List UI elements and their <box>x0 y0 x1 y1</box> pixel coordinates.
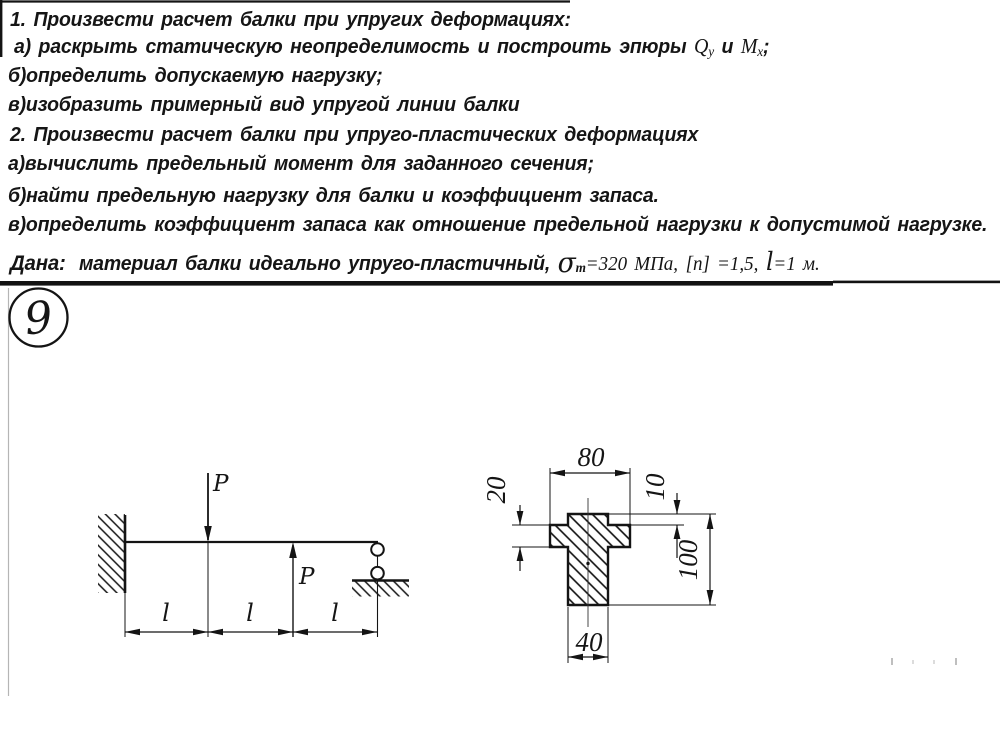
length-symbol: l <box>765 247 774 276</box>
dim-arrow <box>208 629 223 636</box>
task-line-6: а)вычислить предельный момент для заданного сечения; <box>8 152 594 175</box>
problem-number: 9 <box>21 291 56 346</box>
task-line-2-end: ; <box>763 35 770 58</box>
shear-force-symbol: Qy <box>694 34 714 60</box>
span-label-2: l <box>246 599 254 627</box>
cross-section-diagram <box>481 442 716 663</box>
dim-arrow <box>278 629 293 636</box>
task-line-2-and: и <box>721 35 734 58</box>
dim-10-label: 10 <box>640 473 670 501</box>
safety-factor-value: [n] =1,5, <box>685 253 759 275</box>
roller-hinge-upper <box>371 543 384 556</box>
divider-line-thick <box>0 281 833 286</box>
task-line-4: в)изобразить примерный вид упругой линии балки <box>8 93 520 116</box>
load-label-top: P <box>213 471 229 497</box>
yield-stress-symbol: σ <box>557 246 576 279</box>
dim-arrow <box>125 629 140 636</box>
dim-arrow <box>517 511 524 525</box>
dim-80-label: 80 <box>577 442 605 472</box>
centroid-dot <box>586 562 589 565</box>
dim-arrow <box>517 547 524 561</box>
dim-arrow <box>550 470 565 477</box>
beam-diagram <box>98 471 409 637</box>
problem-number-badge <box>10 289 68 347</box>
task-line-7: б)найти предельную нагрузку для балки и коэффициент запаса. <box>8 184 659 207</box>
roller-support-hatch <box>352 582 409 597</box>
dim-arrow <box>615 470 630 477</box>
length-value: =1 м. <box>773 253 820 275</box>
task-line-8: в)определить коэффициент запаса как отношение предельной нагрузки к допустимой нагрузке. <box>8 213 988 236</box>
dim-arrow <box>707 590 714 605</box>
yield-stress-subscript: т <box>575 261 586 276</box>
divider-line-thin <box>833 281 1000 284</box>
task-line-1: 1. Произвести расчет балки при упругих деформациях: <box>10 8 571 31</box>
load-arrow-down-head <box>204 526 212 542</box>
dim-40-label: 40 <box>575 627 603 657</box>
span-label-3: l <box>331 599 339 627</box>
load-label-mid: P <box>299 564 315 590</box>
dim-arrow <box>293 629 308 636</box>
dim-arrow <box>707 514 714 529</box>
fixed-support-hatch <box>98 514 125 593</box>
dim-20-label: 20 <box>481 476 511 504</box>
bending-moment-symbol: Mx <box>740 34 764 60</box>
dim-100-label: 100 <box>673 539 703 581</box>
task-line-5: 2. Произвести расчет балки при упруго-пластических деформациях <box>10 123 699 146</box>
yield-stress-value: =320 МПа, <box>585 253 679 275</box>
load-arrow-up-head <box>289 542 297 558</box>
dim-arrow <box>193 629 208 636</box>
roller-hinge-lower <box>371 567 384 580</box>
span-label-1: l <box>162 599 170 627</box>
given-label: Дана: <box>10 251 66 275</box>
dim-arrow <box>362 629 377 636</box>
dim-arrow <box>674 525 681 539</box>
section-profile <box>550 514 630 605</box>
given-text: материал балки идеально упруго-пластичный, <box>78 252 551 275</box>
dim-arrow <box>674 500 681 514</box>
task-line-3: б)определить допускаемую нагрузку; <box>8 64 383 87</box>
task-line-2-text: а) раскрыть статическую неопределимость и построить эпюры <box>14 35 687 58</box>
